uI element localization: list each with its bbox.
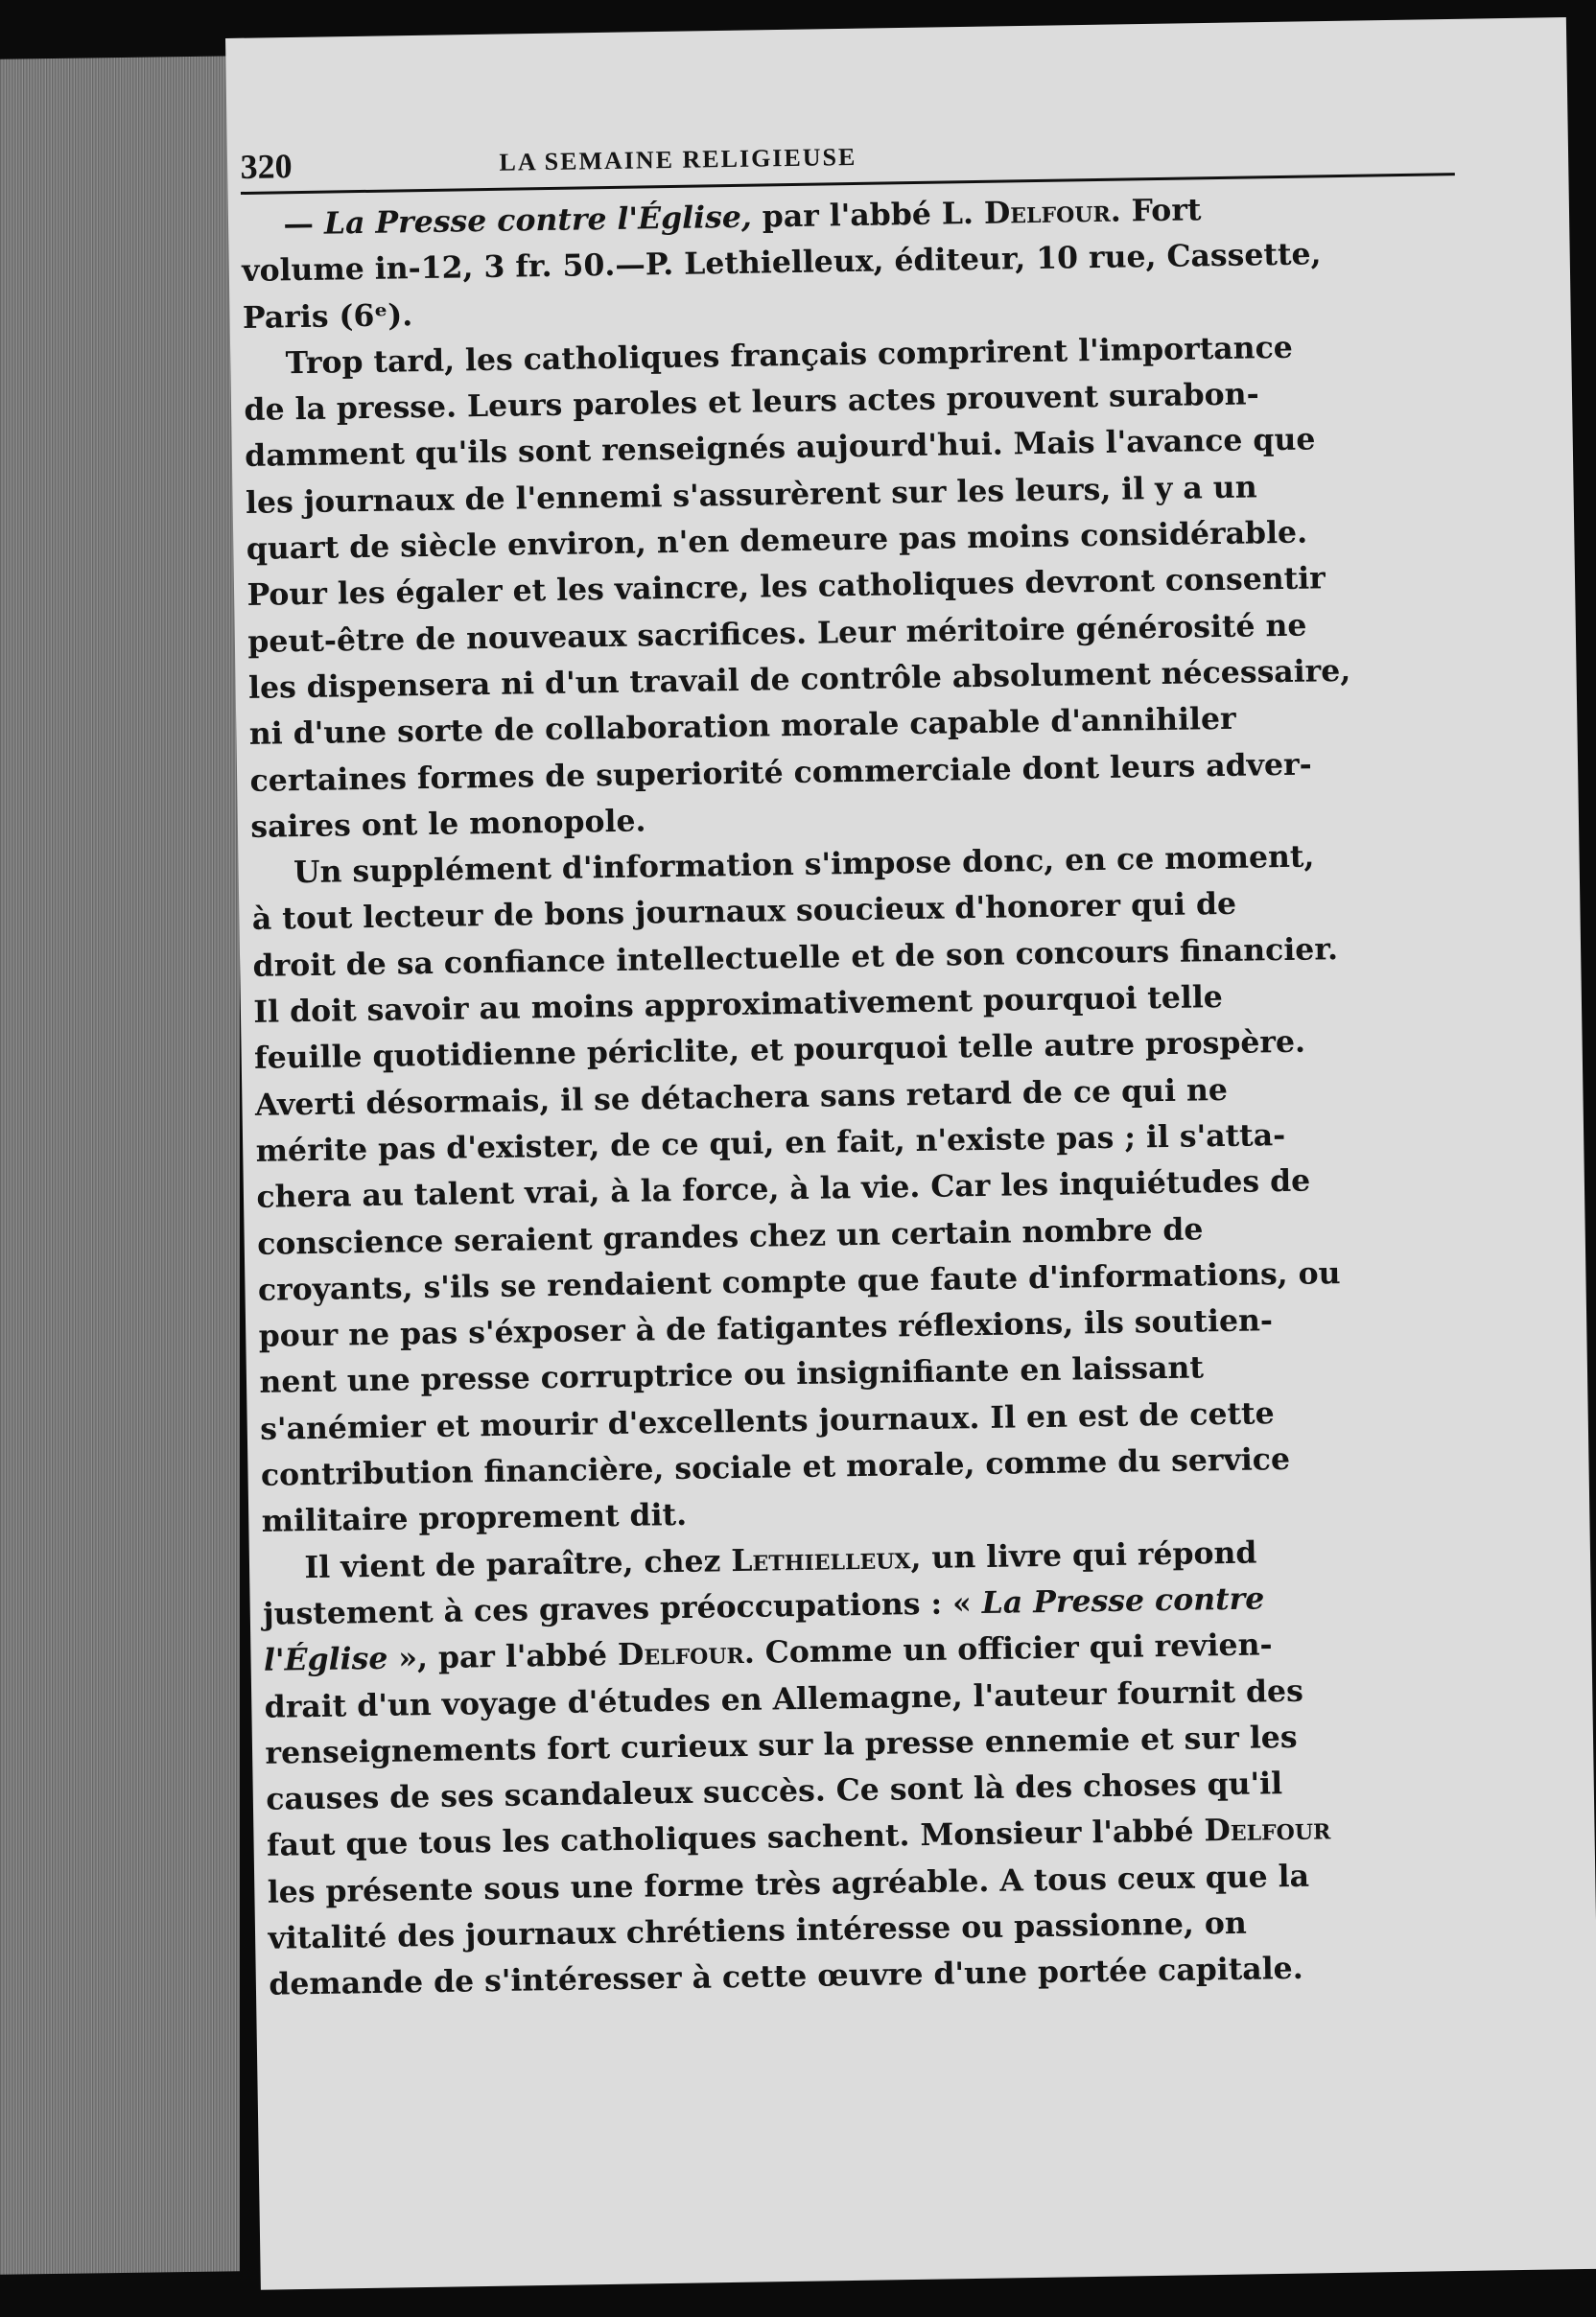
notice-text: . Fort	[1110, 192, 1202, 229]
author-name: Delfour	[1204, 1811, 1331, 1849]
text-line: Trop tard, les catholiques français comprirent l'importance	[285, 329, 1294, 382]
text-line: de la presse. Leurs paroles et leurs actes prouvent surabon-	[244, 376, 1259, 429]
notice-author: Delfour	[983, 193, 1111, 231]
text-line: drait d'un voyage d'études en Allemagne, l'auteur fournit des	[264, 1673, 1304, 1725]
text-line: renseignements fort curieux sur la presse ennemie et sur les	[265, 1719, 1298, 1771]
text-line: causes de ses scandaleux succès. Ce sont là des choses qu'il	[265, 1766, 1283, 1817]
notice-line: Paris (6ᵉ).	[242, 296, 413, 336]
text-line: à tout lecteur de bons journaux soucieux d'honorer qui de	[251, 886, 1237, 938]
notice-book-title: La Presse contre l'Église,	[323, 199, 753, 242]
notice-line: volume in-12, 3 fr. 50.—P. Lethielleux, éditeur, 10 rue, Cassette,	[241, 236, 1322, 290]
text-run: », par l'abbé	[387, 1637, 619, 1676]
book-notice	[241, 183, 1457, 341]
text-line: croyants, s'ils se rendaient compte que faute d'informations, ou	[257, 1254, 1341, 1308]
notice-text: par l'abbé L.	[751, 195, 985, 235]
paragraph-3	[262, 1527, 1483, 2009]
text-line: Averti désormais, il se détachera sans retard de ce qui ne	[254, 1071, 1229, 1123]
body-text	[241, 183, 1483, 2008]
text-run: Il vient de paraître, chez	[304, 1542, 732, 1585]
book-title: l'Église	[263, 1640, 388, 1679]
text-line: ni d'une sorte de collaboration morale capable d'annihiler	[248, 701, 1236, 753]
text-line: damment qu'ils sont renseignés aujourd'hui. Mais l'avance que	[244, 421, 1316, 475]
text-run: justement à ces graves préoccupations : «	[262, 1584, 982, 1632]
publisher-name: Lethielleux	[731, 1539, 911, 1579]
page-number: 320	[240, 147, 293, 186]
text-line: Pour les égaler et les vaincre, les catholiques devront consentir	[246, 560, 1326, 614]
text-line: contribution financière, sociale et morale, comme du service	[260, 1440, 1291, 1493]
text-line: quart de siècle environ, n'en demeure pas moins considérable.	[246, 514, 1308, 568]
text-line: saires ont le monopole.	[250, 803, 646, 845]
text-line: nent une presse corruptrice ou insignifiante en laissant	[259, 1349, 1205, 1401]
text-line: Il doit savoir au moins approximativement pourquoi telle	[253, 979, 1224, 1030]
text-line: feuille quotidienne périclite, et pourquoi telle autre prospère.	[253, 1024, 1306, 1077]
text-line: demande de s'intéresser à cette œuvre d'une portée capitale.	[269, 1951, 1303, 2003]
text-run: . Comme un officier qui revien-	[743, 1627, 1273, 1672]
text-line: vitalité des journaux chrétiens intéresse ou passionne, on	[268, 1905, 1247, 1956]
text-line: Un supplément d'information s'impose donc, en ce moment,	[293, 838, 1315, 891]
book-page-edges	[0, 56, 240, 2274]
text-line: mérite pas d'exister, de ce qui, en fait, n'existe pas ; il s'atta-	[255, 1116, 1286, 1169]
author-name: Delfour	[617, 1635, 745, 1673]
paragraph-1	[243, 322, 1465, 851]
text-line: chera au talent vrai, à la force, à la vie. Car les inquiétudes de	[256, 1162, 1311, 1216]
text-line: pour ne pas s'éxposer à de fatigantes réflexions, ils soutien-	[258, 1302, 1274, 1354]
text-line: s'anémier et mourir d'excellents journaux. Il en est de cette	[259, 1394, 1275, 1447]
text-run: , un livre qui répond	[910, 1534, 1257, 1576]
text-line: peut-être de nouveaux sacrifices. Leur méritoire générosité ne	[247, 607, 1307, 660]
paragraph-2	[251, 831, 1476, 1545]
text-line: les présente sous une forme très agréable. A tous ceux que la	[267, 1858, 1310, 1910]
text-run: faut que tous les catholiques sachent. Monsieur l'abbé	[266, 1813, 1205, 1864]
text-line: militaire proprement dit.	[261, 1497, 688, 1540]
book-title: La Presse contre	[981, 1580, 1265, 1621]
text-line: certaines formes de superiorité commerciale dont leurs adver-	[249, 746, 1312, 799]
running-title: LA SEMAINE RELIGIEUSE	[499, 142, 857, 176]
text-line: les journaux de l'ennemi s'assurèrent sur les leurs, il y a un	[245, 469, 1257, 521]
page-content	[240, 115, 1484, 2008]
text-line: les dispensera ni d'un travail de contrôle absolument nécessaire,	[247, 652, 1351, 706]
text-line: conscience seraient grandes chez un certain nombre de	[256, 1210, 1204, 1262]
text-line: droit de sa confiance intellectuelle et de son concours financier.	[252, 930, 1339, 984]
notice-dash: —	[283, 205, 325, 243]
